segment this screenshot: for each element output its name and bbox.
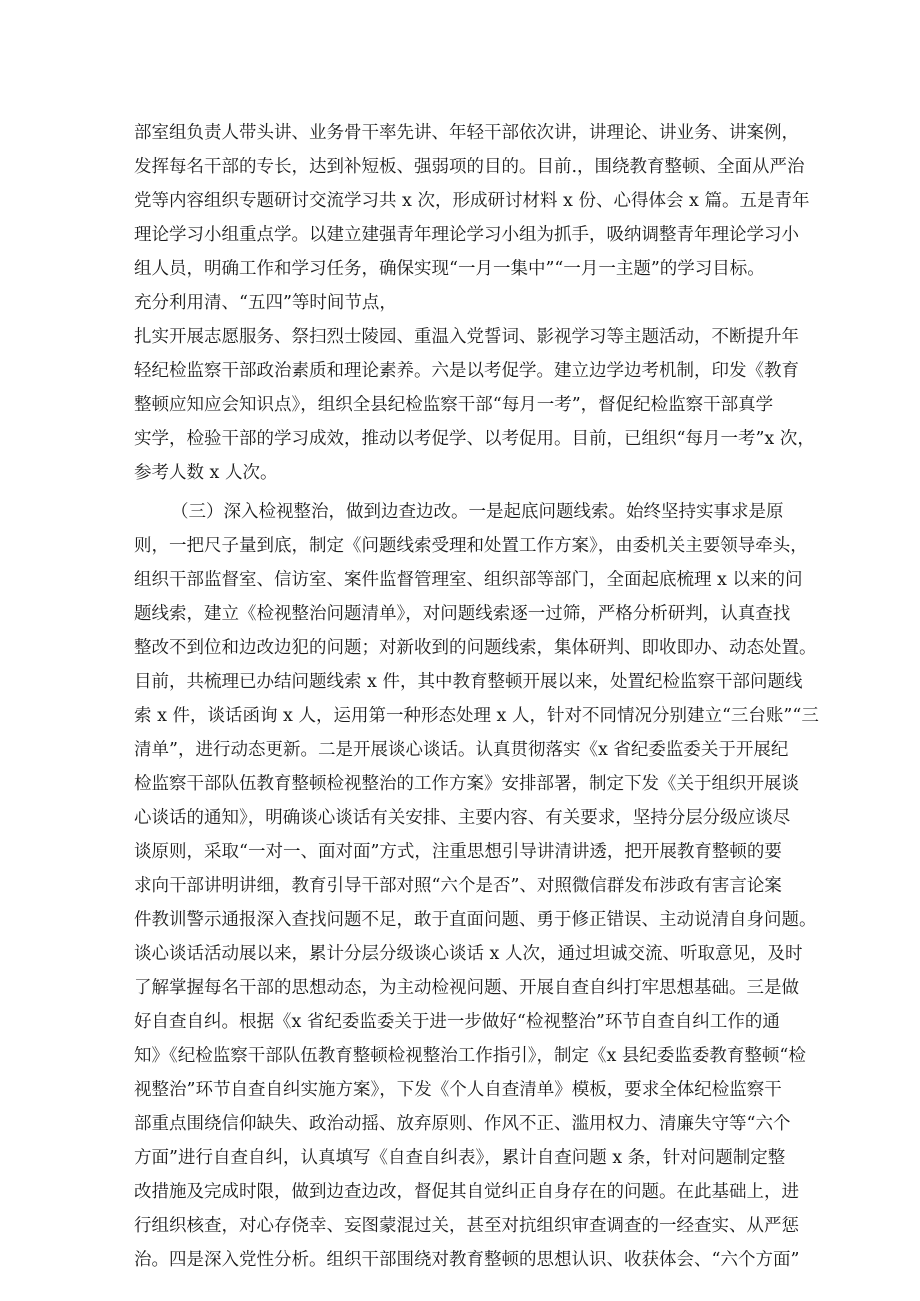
text-line: 了解掌握每名干部的思想动态，为主动检视问题、开展自查自纠打牢思想基础。三是做: [134, 978, 799, 998]
text-line: 题线索，建立《检视整治问题清单》，对问题线索逐一过筛，严格分析研判，认真查找: [134, 604, 791, 624]
text-line: 心谈话的通知》，明确谈心谈话有关安排、主要内容、有关要求，坚持分层分级应谈尽: [134, 808, 791, 828]
text-line: 好自查自纠。根据《x 省纪委监委关于进一步做好“检视整治”环节自查自纠工作的通: [134, 1012, 780, 1032]
text-line: 发挥每名干部的专长，达到补短板、强弱项的目的。目前.，围绕教育整顿、全面从严治: [134, 157, 805, 177]
section-heading-line: （三）深入检视整治，做到边查边改。一是起底问题线索。始终坚持实事求是原: [171, 502, 784, 522]
text-line: 部重点围绕信仰缺失、政治动摇、放弃原则、作风不正、滥用权力、清廉失守等“六个: [134, 1114, 791, 1134]
text-line: 清单”，进行动态更新。二是开展谈心谈话。认真贯彻落实《x 省纪委监委关于开展纪: [134, 740, 789, 760]
text-line: 整顿应知应会知识点》，组织全县纪检监察干部“每月一考”，督促纪检监察干部真学: [134, 395, 774, 415]
paragraph-inspection-rectification: [134, 495, 819, 1277]
text-line: 求向干部讲明讲细，教育引导干部对照“六个是否”、对照微信群发布涉政有害言论案: [134, 876, 782, 896]
paragraph-study-activities: [134, 116, 815, 490]
text-line: 党等内容组织专题研讨交流学习共 x 次，形成研讨材料 x 份、心得体会 x 篇。五是青年: [134, 191, 810, 211]
text-line: 组织干部监督室、信访室、案件监督管理室、组织部等部门，全面起底梳理 x 以来的问: [134, 570, 803, 590]
text-line: 方面”进行自查自纠，认真填写《自查自纠表》，累计自查问题 x 条，针对问题制定整: [134, 1148, 786, 1168]
text-line: 部室组负责人带头讲、业务骨干率先讲、年轻干部依次讲，讲理论、讲业务、讲案例，: [134, 123, 799, 143]
text-line: 视整治”环节自查自纠实施方案》，下发《个人自查清单》模板，要求全体纪检监察干: [134, 1080, 782, 1100]
text-line: 索 x 件，谈话函询 x 人，运用第一种形态处理 x 人，针对不同情况分别建立“三台账”“三: [134, 706, 819, 726]
text-line: 实学，检验干部的学习成效，推动以考促学、以考促用。目前，已组织“每月一考”x 次，: [134, 429, 815, 449]
text-line: 充分利用清、“五四”等时间节点，: [134, 293, 397, 313]
text-line: 扎实开展志愿服务、祭扫烈士陵园、重温入党誓词、影视学习等主题活动，不断提升年: [134, 327, 799, 347]
text-line: 知》《纪检监察干部队伍教育整顿检视整治工作指引》，制定《x 县纪委监委教育整顿“检: [134, 1046, 806, 1066]
text-line: 目前，共梳理已办结问题线索 x 件，其中教育整顿开展以来，处置纪检监察干部问题线: [134, 672, 803, 692]
text-line: 检监察干部队伍教育整顿检视整治的工作方案》安排部署，制定下发《关于组织开展谈: [134, 774, 799, 794]
text-line: 整改不到位和边改边犯的问题；对新收到的问题线索，集体研判、即收即办、动态处置。: [134, 638, 817, 658]
document-body: [134, 116, 819, 1277]
text-line: 谈心谈话活动展以来，累计分层分级谈心谈话 x 人次，通过坦诚交流、听取意见，及时: [134, 944, 803, 964]
text-line: 谈原则，采取“一对一、面对面”方式，注重思想引导讲清讲透，把开展教育整顿的要: [134, 842, 782, 862]
text-line: 轻纪检监察干部政治素质和理论素养。六是以考促学。建立边学边考机制，印发《教育: [134, 361, 799, 381]
text-line: 理论学习小组重点学。以建立建强青年理论学习小组为抓手，吸纳调整青年理论学习小: [134, 225, 799, 245]
text-line: 则，一把尺子量到底，制定《问题线索受理和处置工作方案》，由委机关主要领导牵头，: [134, 536, 808, 556]
text-line: 参考人数 x 人次。: [134, 463, 278, 483]
text-line: 治。四是深入党性分析。组织干部围绕对教育整顿的思想认识、收获体会、“六个方面”: [134, 1250, 800, 1270]
text-line: 件教训警示通报深入查找问题不足，敢于直面问题、勇于修正错误、主动说清自身问题。: [134, 910, 817, 930]
text-line: 改措施及完成时限，做到边查边改，督促其自觉纠正自身存在的问题。在此基础上，进: [134, 1182, 799, 1202]
text-line: 组人员，明确工作和学习任务，确保实现“一月一集中”“一月一主题”的学习目标。: [134, 259, 765, 279]
text-line: 行组织核查，对心存侥幸、妄图蒙混过关，甚至对抗组织审查调查的一经查实、从严惩: [134, 1216, 799, 1236]
